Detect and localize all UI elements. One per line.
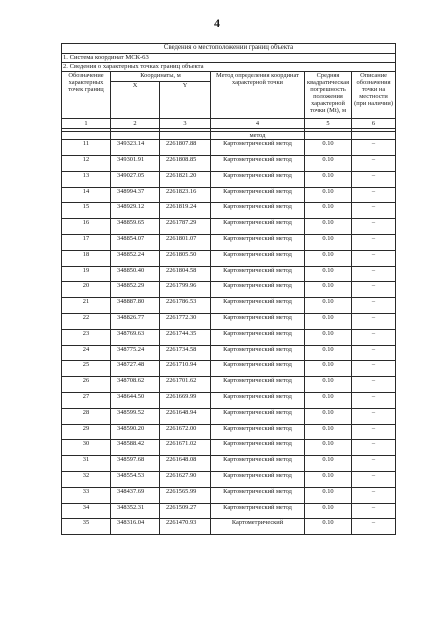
description-cell: – (352, 519, 396, 535)
point-number: 20 (62, 282, 111, 298)
y-coordinate: 2261804.58 (160, 266, 211, 282)
point-number: 29 (62, 424, 111, 440)
description-cell: – (352, 171, 396, 187)
point-number: 26 (62, 377, 111, 393)
description-cell: – (352, 140, 396, 156)
x-coordinate: 348588.42 (111, 440, 160, 456)
table-row (62, 361, 396, 377)
accuracy-cell: 0.10 (305, 424, 352, 440)
description-cell: – (352, 345, 396, 361)
x-coordinate: 348850.40 (111, 266, 160, 282)
point-number: 31 (62, 456, 111, 472)
y-coordinate: 2261710.94 (160, 361, 211, 377)
y-coordinate: 2261823.16 (160, 187, 211, 203)
description-cell: – (352, 219, 396, 235)
y-coordinate: 2261701.62 (160, 377, 211, 393)
header-designation: Обозначение характерных точек границ (62, 72, 111, 119)
y-coordinate: 2261671.02 (160, 440, 211, 456)
accuracy-cell: 0.10 (305, 266, 352, 282)
x-coordinate: 348929.12 (111, 203, 160, 219)
accuracy-cell: 0.10 (305, 187, 352, 203)
column-number: 3 (160, 119, 211, 129)
coord-system: 1. Система координат МСК-63 (62, 54, 396, 63)
x-coordinate: 348769.63 (111, 329, 160, 345)
method-cell: Картометрический метод (211, 377, 305, 393)
y-coordinate: 2261787.29 (160, 219, 211, 235)
header-method: Метод определения координат характерной точки (211, 72, 305, 119)
table-row (62, 440, 396, 456)
y-coordinate: 2261648.08 (160, 456, 211, 472)
method-cell: Картометрический метод (211, 282, 305, 298)
x-coordinate: 349027.05 (111, 171, 160, 187)
table-row (62, 266, 396, 282)
column-numbers-row (62, 119, 396, 129)
description-cell: – (352, 361, 396, 377)
y-coordinate: 2261648.94 (160, 408, 211, 424)
table-row (62, 250, 396, 266)
table-row (62, 234, 396, 250)
x-coordinate: 348852.24 (111, 250, 160, 266)
table-row (62, 171, 396, 187)
table-row (62, 503, 396, 519)
y-coordinate: 2261801.07 (160, 234, 211, 250)
y-coordinate: 2261821.20 (160, 171, 211, 187)
description-cell: – (352, 155, 396, 171)
point-number: 25 (62, 361, 111, 377)
description-cell: – (352, 329, 396, 345)
header-coordinates: Координаты, м (111, 72, 211, 82)
description-cell: – (352, 487, 396, 503)
point-number: 32 (62, 471, 111, 487)
point-number: 22 (62, 313, 111, 329)
table-row (62, 219, 396, 235)
point-number: 15 (62, 203, 111, 219)
accuracy-cell: 0.10 (305, 440, 352, 456)
accuracy-cell: 0.10 (305, 234, 352, 250)
description-cell: – (352, 424, 396, 440)
method-cell: Картометрический метод (211, 313, 305, 329)
description-cell: – (352, 266, 396, 282)
table-row (62, 329, 396, 345)
description-cell: – (352, 234, 396, 250)
point-number: 21 (62, 298, 111, 314)
point-number: 13 (62, 171, 111, 187)
x-coordinate: 348708.62 (111, 377, 160, 393)
x-coordinate: 348727.48 (111, 361, 160, 377)
description-cell: – (352, 456, 396, 472)
section-title-row (62, 44, 396, 54)
accuracy-cell: 0.10 (305, 155, 352, 171)
boundary-points-table (61, 43, 396, 535)
section-title: Сведения о местоположении границ объекта (62, 44, 396, 54)
accuracy-cell: 0.10 (305, 392, 352, 408)
y-coordinate: 2261509.27 (160, 503, 211, 519)
table-row (62, 408, 396, 424)
table-row (62, 377, 396, 393)
continued-row (62, 132, 396, 140)
column-number: 6 (352, 119, 396, 129)
method-cell: Картометрический метод (211, 329, 305, 345)
method-cell: Картометрический метод (211, 345, 305, 361)
x-coordinate: 348826.77 (111, 313, 160, 329)
points-heading: 2. Сведения о характерных точках границ объекта (62, 63, 396, 72)
method-cell: Картометрический метод (211, 187, 305, 203)
description-cell: – (352, 250, 396, 266)
y-coordinate: 2261744.35 (160, 329, 211, 345)
table-row (62, 487, 396, 503)
y-coordinate: 2261808.85 (160, 155, 211, 171)
y-coordinate: 2261786.53 (160, 298, 211, 314)
y-coordinate: 2261669.99 (160, 392, 211, 408)
x-coordinate: 348590.20 (111, 424, 160, 440)
x-coordinate: 348599.52 (111, 408, 160, 424)
coordinates-document (61, 43, 395, 535)
x-coordinate: 348437.69 (111, 487, 160, 503)
description-cell: – (352, 313, 396, 329)
accuracy-cell: 0.10 (305, 361, 352, 377)
y-coordinate: 2261772.30 (160, 313, 211, 329)
description-cell: – (352, 282, 396, 298)
method-cell: Картометрический метод (211, 408, 305, 424)
point-number: 24 (62, 345, 111, 361)
accuracy-cell: 0.10 (305, 471, 352, 487)
method-cell: Картометрический метод (211, 424, 305, 440)
method-cell: Картометрический метод (211, 219, 305, 235)
method-cell: Картометрический метод (211, 392, 305, 408)
y-coordinate: 2261565.99 (160, 487, 211, 503)
point-number: 12 (62, 155, 111, 171)
x-coordinate: 348994.37 (111, 187, 160, 203)
point-number: 28 (62, 408, 111, 424)
point-number: 33 (62, 487, 111, 503)
description-cell: – (352, 377, 396, 393)
y-coordinate: 2261672.00 (160, 424, 211, 440)
table-row (62, 424, 396, 440)
column-number: 2 (111, 119, 160, 129)
table-row (62, 282, 396, 298)
point-number: 17 (62, 234, 111, 250)
table-row (62, 298, 396, 314)
method-cell: Картометрический метод (211, 440, 305, 456)
y-coordinate: 2261627.90 (160, 471, 211, 487)
table-row (62, 140, 396, 156)
header-row-1 (62, 72, 396, 82)
accuracy-cell: 0.10 (305, 250, 352, 266)
x-coordinate: 348644.50 (111, 392, 160, 408)
accuracy-cell: 0.10 (305, 171, 352, 187)
table-row (62, 187, 396, 203)
table-row (62, 345, 396, 361)
y-coordinate: 2261807.88 (160, 140, 211, 156)
method-cell: Картометрический метод (211, 155, 305, 171)
table-row (62, 471, 396, 487)
point-number: 11 (62, 140, 111, 156)
method-cell: Картометрический метод (211, 171, 305, 187)
description-cell: – (352, 408, 396, 424)
accuracy-cell: 0.10 (305, 282, 352, 298)
y-coordinate: 2261734.58 (160, 345, 211, 361)
header-y: Y (160, 82, 211, 119)
method-cell: Картометрический метод (211, 266, 305, 282)
description-cell: – (352, 440, 396, 456)
method-cell: Картометрический метод (211, 503, 305, 519)
accuracy-cell: 0.10 (305, 377, 352, 393)
point-number: 14 (62, 187, 111, 203)
table-row (62, 392, 396, 408)
description-cell: – (352, 471, 396, 487)
accuracy-cell: 0.10 (305, 203, 352, 219)
x-coordinate: 348352.31 (111, 503, 160, 519)
table-row (62, 203, 396, 219)
x-coordinate: 348316.04 (111, 519, 160, 535)
header-description: Описание обозначения точки на местности (при наличии) (352, 72, 396, 119)
x-coordinate: 349301.91 (111, 155, 160, 171)
accuracy-cell: 0.10 (305, 219, 352, 235)
description-cell: – (352, 298, 396, 314)
method-cell: Картометрический метод (211, 456, 305, 472)
accuracy-cell: 0.10 (305, 408, 352, 424)
accuracy-cell: 0.10 (305, 140, 352, 156)
y-coordinate: 2261470.93 (160, 519, 211, 535)
description-cell: – (352, 187, 396, 203)
point-number: 27 (62, 392, 111, 408)
x-coordinate: 349323.14 (111, 140, 160, 156)
table-row (62, 313, 396, 329)
method-cell: Картометрический метод (211, 361, 305, 377)
header-accuracy: Средняя квадратическая погрешность положения характерной точки (Mt), м (305, 72, 352, 119)
x-coordinate: 348852.29 (111, 282, 160, 298)
y-coordinate: 2261799.96 (160, 282, 211, 298)
accuracy-cell: 0.10 (305, 345, 352, 361)
point-number: 18 (62, 250, 111, 266)
method-cell: Картометрический метод (211, 234, 305, 250)
x-coordinate: 348859.65 (111, 219, 160, 235)
continued-method: метод (211, 132, 305, 140)
accuracy-cell: 0.10 (305, 298, 352, 314)
method-cell: Картометрический метод (211, 140, 305, 156)
description-cell: – (352, 503, 396, 519)
method-cell: Картометрический (211, 519, 305, 535)
point-number: 19 (62, 266, 111, 282)
column-number: 1 (62, 119, 111, 129)
x-coordinate: 348887.80 (111, 298, 160, 314)
x-coordinate: 348597.68 (111, 456, 160, 472)
accuracy-cell: 0.10 (305, 329, 352, 345)
accuracy-cell: 0.10 (305, 519, 352, 535)
method-cell: Картометрический метод (211, 250, 305, 266)
table-row (62, 155, 396, 171)
point-number: 34 (62, 503, 111, 519)
coord-system-row (62, 54, 396, 63)
table-row (62, 456, 396, 472)
method-cell: Картометрический метод (211, 487, 305, 503)
accuracy-cell: 0.10 (305, 456, 352, 472)
column-number: 4 (211, 119, 305, 129)
page-number: 4 (214, 16, 220, 30)
column-number: 5 (305, 119, 352, 129)
accuracy-cell: 0.10 (305, 487, 352, 503)
method-cell: Картометрический метод (211, 298, 305, 314)
accuracy-cell: 0.10 (305, 503, 352, 519)
accuracy-cell: 0.10 (305, 313, 352, 329)
point-number: 30 (62, 440, 111, 456)
y-coordinate: 2261805.50 (160, 250, 211, 266)
point-number: 16 (62, 219, 111, 235)
point-number: 23 (62, 329, 111, 345)
table-row (62, 519, 396, 535)
description-cell: – (352, 203, 396, 219)
method-cell: Картометрический метод (211, 203, 305, 219)
header-x: X (111, 82, 160, 119)
description-cell: – (352, 392, 396, 408)
point-number: 35 (62, 519, 111, 535)
x-coordinate: 348775.24 (111, 345, 160, 361)
points-heading-row (62, 63, 396, 72)
y-coordinate: 2261819.24 (160, 203, 211, 219)
x-coordinate: 348554.53 (111, 471, 160, 487)
method-cell: Картометрический метод (211, 471, 305, 487)
x-coordinate: 348854.07 (111, 234, 160, 250)
